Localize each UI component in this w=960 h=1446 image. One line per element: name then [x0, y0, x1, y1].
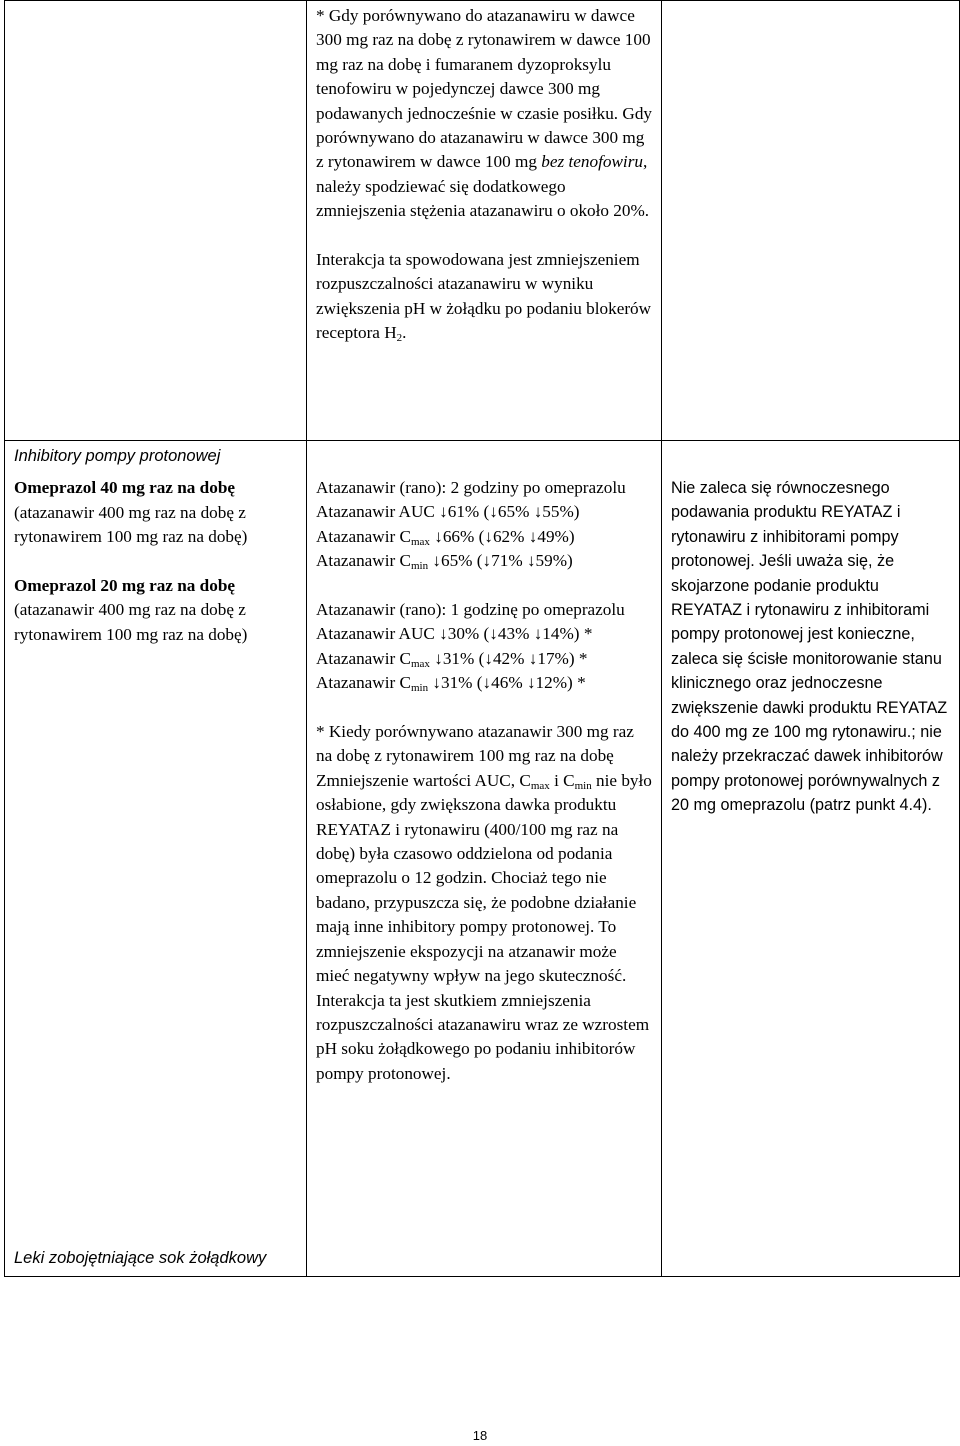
effect-block-2h: Atazanawir (rano): 2 godziny po omeprazolu Atazanawir AUC ↓61% (↓65% ↓55%) Atazanawir $C_{max}$ ↓66% (↓62% ↓49%) Atazanawir $C_{min}$ ↓65% (↓71% ↓59%) [316, 478, 626, 573]
tenofovir-note: * Gdy porównywano do atazanawiru w dawce 300 mg raz na dobę z rytonawirem w dawce 100 mg raz na dobę i fumaranem dyzoproksylu tenofowiru w pojedynczej dawce 300 mg podawanych jednocześnie w czasie posiłku. Gdy porównywano do atazanawiru w dawce 300 mg z rytonawirem w dawce 100 mg bez tenofowiru, należy spodziewać się dodatkowego zmniejszenia stężenia atazanawiru o około 20%. [316, 6, 653, 221]
down-arrow-icon: ↓ [439, 502, 448, 522]
drug-cell-empty [5, 1, 307, 441]
down-arrow-icon: ↓ [484, 526, 493, 546]
down-arrow-icon: ↓ [484, 648, 493, 668]
class-header-antacids: Leki zobojętniające sok żołądkowy [14, 1248, 267, 1267]
down-arrow-icon: ↓ [526, 551, 536, 571]
drug-cell-ppi [5, 441, 307, 1277]
down-arrow-icon: ↓ [526, 673, 536, 693]
table-row [5, 441, 960, 1277]
page-number: 18 [472, 1428, 488, 1443]
down-arrow-icon: ↓ [482, 551, 492, 571]
effect-cell-tenofovir-note [307, 1, 662, 441]
down-arrow-icon: ↓ [533, 624, 543, 644]
document-page [4, 0, 959, 1277]
effect-block-1h: Atazanawir (rano): 1 godzinę po omeprazolu Atazanawir AUC ↓30% (↓43% ↓14%) * Atazanawir $C_{max}$ ↓31% (↓42% ↓17%) * Atazanawir $C_{min}$ ↓31% (↓46% ↓12%) * [316, 600, 625, 695]
h2-blocker-mechanism: Interakcja ta spowodowana jest zmniejszeniem rozpuszczalności atazanawiru w wyniku zwiększenia pH w żołądku po podaniu blokerów receptora $H_2$. [316, 250, 652, 345]
down-arrow-icon: ↓ [434, 648, 443, 668]
down-arrow-icon: ↓ [432, 551, 441, 571]
table-row [5, 1, 960, 441]
down-arrow-icon: ↓ [432, 673, 441, 693]
drug-omeprazole-20: Omeprazol 20 mg raz na dobę (atazanawir 400 mg raz na dobę z rytonawirem 100 mg raz na dobę) [14, 576, 248, 644]
down-arrow-icon: ↓ [528, 526, 538, 546]
interaction-table [4, 0, 960, 1277]
down-arrow-icon: ↓ [489, 502, 498, 522]
recommendation-text: Nie zaleca się równoczesnego podawania produktu REYATAZ i rytonawiru z inhibitorami pompy protonowej. Jeśli uważa się, że skojarzone podanie produktu REYATAZ i rytonawiru z inhibitorami pompy protonowej jest konieczne, zaleca się ścisłe monitorowanie stanu klinicznego oraz jednoczesne zwiększenie dawki produktu REYATAZ do 400 mg ze 100 mg rytonawiru.; nie należy przekraczać dawek inhibitorów pompy protonowej porównywalnych z 20 mg omeprazolu (patrz punkt 4.4). [671, 479, 948, 815]
down-arrow-icon: ↓ [482, 673, 492, 693]
down-arrow-icon: ↓ [439, 624, 448, 644]
footnote: * Kiedy porównywano atazanawir 300 mg raz na dobę z rytonawirem 100 mg raz na dobę Zmniejszenie wartości AUC, $C_{max}$ i $C_{min}$ nie było osłabione, gdy zwiększona dawka produktu REYATAZ i rytonawiru (400/100 mg raz na dobę) była czasowo oddzielona od podania omeprazolu o 12 godzin. Chociaż tego nie badano, przypuszcza się, że podobne działanie mają inne inhibitory pompy protonowej. To zmniejszenie ekspozycji na atzanawir może mieć negatywny wpływ na jego skuteczność. Interakcja ta jest skutkiem zmniejszenia rozpuszczalności atazanawiru wraz ze wzrostem pH soku żołądkowego po podaniu inhibitorów pompy protonowej. [316, 722, 652, 1083]
down-arrow-icon: ↓ [434, 526, 443, 546]
effect-cell-ppi [307, 441, 662, 1277]
class-header-ppi: Inhibitory pompy protonowej [14, 447, 221, 465]
down-arrow-icon: ↓ [489, 624, 498, 644]
down-arrow-icon: ↓ [528, 648, 538, 668]
drug-omeprazole-40: Omeprazol 40 mg raz na dobę (atazanawir 400 mg raz na dobę z rytonawirem 100 mg raz na dobę) [14, 478, 248, 547]
recommendation-cell-empty [662, 1, 960, 441]
recommendation-cell-ppi [662, 441, 960, 1277]
down-arrow-icon: ↓ [533, 502, 543, 522]
